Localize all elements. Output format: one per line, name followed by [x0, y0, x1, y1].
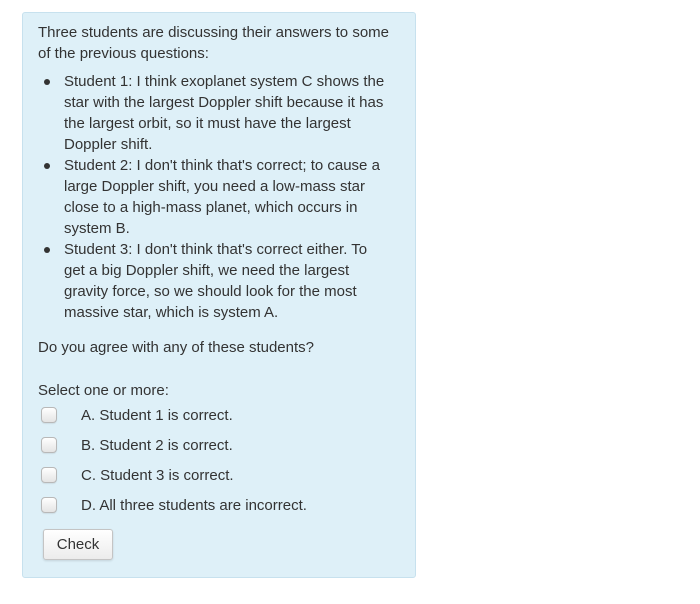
bullet-icon	[44, 247, 50, 253]
student-statements-list	[38, 71, 388, 323]
answer-option-a[interactable]	[41, 405, 341, 427]
select-instruction: Select one or more:	[38, 382, 169, 399]
checkbox[interactable]	[41, 407, 57, 423]
student-statement-text: Student 3: I don't think that's correct either. To get a big Doppler shift, we need the largest gravity force, so we should look for the most massive star, which is system A.	[64, 241, 368, 321]
question-intro: Three students are discussing their answers to some of the previous questions:	[38, 24, 389, 62]
answer-option-label: C. Student 3 is correct.	[81, 467, 234, 484]
question-prompt: Do you agree with any of these students?	[38, 339, 315, 356]
bullet-icon	[44, 79, 50, 85]
answer-option-d[interactable]	[41, 495, 341, 517]
answer-option-b[interactable]	[41, 435, 341, 457]
answer-option-c[interactable]	[41, 465, 341, 487]
student-statement-text: Student 2: I don't think that's correct; to cause a large Doppler shift, you need a low-mass star close to a high-mass planet, which occurs in system B.	[64, 157, 380, 237]
checkbox[interactable]	[41, 467, 57, 483]
student-statement	[38, 71, 388, 155]
question-panel	[22, 12, 416, 578]
checkbox[interactable]	[41, 437, 57, 453]
student-statement	[38, 155, 388, 239]
student-statement-text: Student 1: I think exoplanet system C shows the star with the largest Doppler shift because it has the largest orbit, so it must have the largest Doppler shift.	[64, 73, 385, 153]
checkbox[interactable]	[41, 497, 57, 513]
answer-option-label: D. All three students are incorrect.	[81, 497, 307, 514]
check-button[interactable]: Check	[43, 529, 113, 560]
answer-option-label: B. Student 2 is correct.	[81, 437, 233, 454]
student-statement	[38, 239, 388, 323]
answer-option-label: A. Student 1 is correct.	[81, 407, 233, 424]
bullet-icon	[44, 163, 50, 169]
